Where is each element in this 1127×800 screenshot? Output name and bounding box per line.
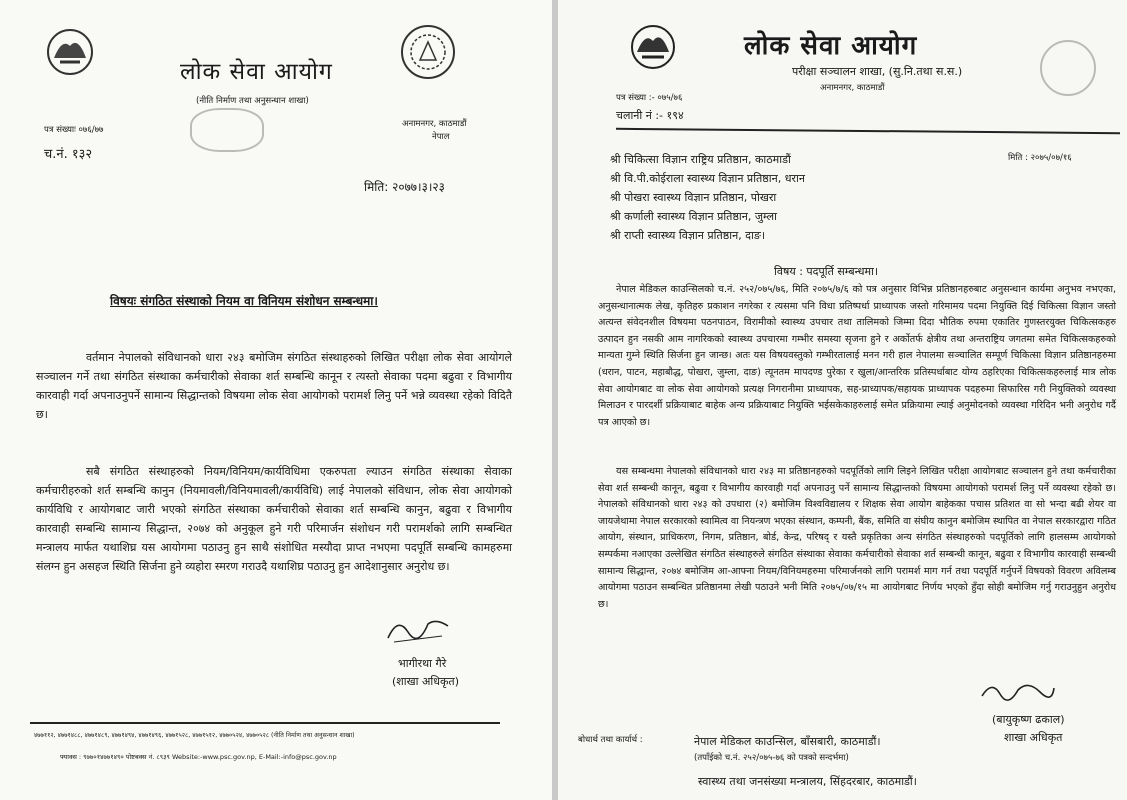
body-paragraph-2: सबै संगठित संस्थाहरुको नियम/विनियम/कार्यविधिमा एकरुपता ल्याउन संगठित संस्थाका सेवाका कर्मचारीहरुको शर्त सम्बन्धि कानुन (नियमावली/विनियमावली/कार्यविधि) लाई नेपालको संविधान, लोक सेवा आयोगको कार्यविधि र आयोगबाट जारी भएको संगठित संस्थाका कर्मचारीको सेवाका शर्त सम्बन्धि कानुन, बढुवा र विभागीय कारवाही सम्बन्धि सामान्य सिद्धान्त, २०७४ को अनुकूल हुने गरी परिमार्जन संशोधन गरी परामर्शको लागि सम्बन्धित मन्त्रालय मार्फत यथाशिघ्र यस आयोगमा पठाउनु हुन साथै संशोधित मस्यौदा प्राप्त नभएमा पदपूर्ति सम्बन्धि कामहरुमा संलग्न हुन असहज स्थिति सिर्जना हुने व्यहोरा स्मरण गराउदै यथाशिघ्र पठाउनु हुन आदेशानुसार अनुरोध छ। — [36, 465, 512, 573]
subject-line: विषयः संगठित संस्थाको नियम वा विनियम संशोधन सम्बन्धमा। — [110, 294, 378, 308]
cc-label: बोधार्थ तथा कार्यार्थ : — [578, 735, 643, 745]
dispatch-number: चलानी नं :- १९४ — [616, 109, 684, 122]
header-divider — [616, 128, 1120, 134]
address-country: नेपाल — [432, 132, 450, 142]
ref-number: पत्र संख्या :- ०७५/७६ — [616, 93, 683, 103]
signer-name: (बायुकृष्ण ढकाल) — [992, 713, 1065, 726]
office-stamp — [1040, 40, 1096, 96]
footer-divider — [30, 722, 500, 724]
left-letter — [0, 0, 552, 800]
signer-title: शाखा अधिकृत — [1004, 731, 1063, 744]
letter-date: मिति : २०७५/०७/१६ — [1008, 153, 1072, 163]
signer-title: (शाखा अधिकृत) — [392, 675, 459, 688]
signature-mark — [384, 612, 454, 646]
org-title: लोक सेवा आयोग — [180, 59, 333, 85]
body-paragraph-1: वर्तमान नेपालको संविधानको धारा २४३ बमोजिम संगठित संस्थाहरुको लिखित परीक्षा लोक सेवा आयोगले सञ्चालन गर्ने तथा संगठित संस्थाका कर्मचारीको सेवाका शर्त सम्बन्धि कानून र त्यस्तो सेवाका पदमा बढुवा र विभागीय कारवाही गर्दा अपनाउनुपर्ने सामान्य सिद्धान्तको विषयमा लोक सेवा आयोगको परामर्श लिनु पर्ने भन्ने व्यवस्था रहेको विदितै छ। — [36, 351, 512, 421]
address: अनामनगर, काठमाडौं — [820, 83, 885, 93]
ref-number: पत्र संख्याः ०७६/७७ — [44, 125, 104, 135]
recipient-1: श्री चिकित्सा विज्ञान राष्ट्रिय प्रतिष्ठान, काठमाडौं — [610, 153, 791, 166]
recipient-4: श्री कर्णाली स्वास्थ्य विज्ञान प्रतिष्ठान, जुम्ला — [610, 210, 777, 223]
nepal-emblem-icon — [630, 24, 676, 70]
cc-line-1: नेपाल मेडिकल काउन्सिल, बाँसबारी, काठमाडौं। — [694, 735, 881, 748]
recipient-3: श्री पोखरा स्वास्थ्य विज्ञान प्रतिष्ठान, पोखरा — [610, 191, 777, 204]
section-name: (नीति निर्माण तथा अनुसन्धान शाखा) — [196, 96, 309, 106]
cc-line-2: (तपाँईको च.नं. २५२/०७५-७६ को पत्रको सन्दर्भमा) — [694, 753, 849, 763]
footer-phones: ४७७११२, ४७७१४८८, ४७७१४८९, ४७७१४९४, ४७७१४९६, ४७७१५२८, ४७७१५१२, ४७७०५२४, ४७७०५२८ (नीति निर्माण तथा अनुसन्धान शाखा) — [34, 732, 355, 739]
org-title: लोक सेवा आयोग — [744, 31, 918, 61]
signature-mark — [978, 676, 1058, 706]
office-stamp — [190, 108, 264, 152]
body-paragraph-2: यस सम्बन्धमा नेपालको संविधानको धारा २४३ मा प्रतिष्ठानहरुको पदपूर्तिको लागि लिइने लिखित परीक्षा आयोगबाट सञ्चालन हुने तथा कर्मचारीका सेवा शर्त सम्बन्धी कानून, बढुवा र विभागीय कारवाही गर्दा अपनाउनु पर्ने सामान्य सिद्धान्तको विषयमा आयोगको परामर्श लिनु पर्ने व्यवस्था रहेको छ। नेपालको संविधानको धारा २४३ को उपधारा (२) बमोजिम विश्वविद्यालय र शिक्षक सेवा आयोग बाहेकका पचास प्रतिशत वा सो भन्दा बढी शेयर वा जायजेथामा नेपाल सरकारको स्वामित्व वा नियन्त्रण भएका संस्थान, कम्पनी, बैंक, समिति वा संघीय कानुन बमोजिम स्थापित वा नेपाल सरकारद्वारा गठित आयोग, संस्थान, प्राधिकरण, निगम, प्रतिष्ठान, बोर्ड, केन्द्र, परिषद् र यस्तै प्रकृतिका अन्य संगठित संस्थाहरुको पदपूर्तिको लागि हालसम्म आयोगको सम्पर्कमा नआएका उल्लेखित संगठित संस्थाहरुले संगठित संस्थाका सेवाका कर्मचारीको सेवाका शर्त सम्बन्धी कानून, बढुवा र विभागीय कारवाही सम्बन्धी सामान्य सिद्धान्त, २०७४ बमोजिम आ-आफ्ना नियम/विनियमहरुमा परिमार्जनको लागि परामर्श माग गर्न तथा पदपूर्ति गर्नुपर्ने विषयको विवरण अविलम्ब आयोगमा पठाउन सम्बन्धित प्रतिष्ठानमा लेखी पठाउने भनी मिति २०७५/०७/१५ मा आयोगबाट निर्णय भएको हुँदा सोही बमोजिम गर्नु गराउनुहुन अनुरोध छ। — [598, 466, 1116, 610]
recipient-2: श्री वि.पी.कोईराला स्वास्थ्य विज्ञान प्रतिष्ठान, धरान — [610, 172, 805, 185]
right-letter — [558, 0, 1127, 800]
footer-contact: फ्याक्स : ९७७०१४७७१४९० पोष्टबक्स नं. ८९३९ Website:-www.psc.gov.np, E-Mail:-info@psc.gov.np — [60, 753, 337, 761]
subject-line: विषय : पदपूर्ति सम्बन्धमा। — [774, 265, 879, 278]
address-place: अनामनगर, काठमाडौं — [402, 119, 467, 129]
nepal-emblem-icon — [46, 28, 94, 76]
body-paragraph-1: नेपाल मेडिकल काउन्सिलको च.नं. २५२/०७५/७६, मिति २०७५/७/६ को पत्र अनुसार विभिन्न प्रतिष्ठानहरुबाट अनुसन्धान कार्यमा अनुभव नभएका, अनुसन्धानात्मक लेख, कृतिहरु प्रकाशन नगरेका र त्यसमा पनि विधा प्रतिष्पर्धा प्राध्यापक जस्तो गरिमामय पदमा नियुक्ति दिई चिकित्सा विज्ञान जस्तो अत्यन्त संवेदनशील विषयमा पठनपाठन, विरामीको स्वास्थ्य उपचार तथा तालिमको जिम्मा दिदा भौतिक रुपमा एकातिर गुणस्तरयुक्त चिकित्सकहरु उत्पादन हुन नसकी आम नागरिकको स्वास्थ्य उपचारमा गम्भीर समस्या सृजना हुने र अर्कोतर्फ क्षेत्रीय तथा अन्तराष्ट्रिय जगतमा समेत चिकित्सकहरुको मान्यता गुम्ने स्थिति सिर्जना हुन जान्छ। अतः यस विषयवस्तुको गम्भीरतालाई मनन गरी हाल नेपालमा सञ्चालित सम्पूर्ण चिकित्सा विज्ञान प्रतिष्ठानहरुमा (धरान, पाटन, महाबौद्ध, पोखरा, जुम्ला, दाङ) त्यूनतम मापदण्ड पुरेका र खुला/आन्तरिक प्रतिस्पर्धाबाट योग्य ठहरिएका चिकित्सकहरुलाई मात्र लोक सेवा आयोगबाट वा लोक सेवा आयोगको प्रत्यक्ष निगरानीमा प्राध्यापक, सह-प्राध्यापक/सहायक प्राध्यापक पदहरुमा सिफारिस गरी नियुक्तिको व्यवस्था मिलाउन र पारदर्शी प्रक्रियाबाट बाहेक अन्य प्रक्रियाबाट नियुक्ति भईसकेकाहरुलाई समेत प्रक्रियामा ल्याई अनुमोदनको व्यवस्था गरिदिन भनी अनुरोध गर्दै पत्र आएको छ। — [598, 284, 1116, 428]
section-name: परीक्षा सञ्चालन शाखा, (सु.नि.तथा स.स.) — [792, 65, 963, 78]
signer-name: भागीरथा गैरे — [398, 657, 447, 670]
letter-date: मिति: २०७७।३।२३ — [364, 180, 445, 194]
psc-seal-icon — [400, 24, 456, 80]
cc-line-3: स्वास्थ्य तथा जनसंख्या मन्त्रालय, सिंहदरबार, काठमाडौं। — [698, 775, 917, 788]
recipient-5: श्री राप्ती स्वास्थ्य विज्ञान प्रतिष्ठान, दाङ। — [610, 229, 766, 242]
dispatch-number: च.नं. १३२ — [44, 147, 93, 162]
